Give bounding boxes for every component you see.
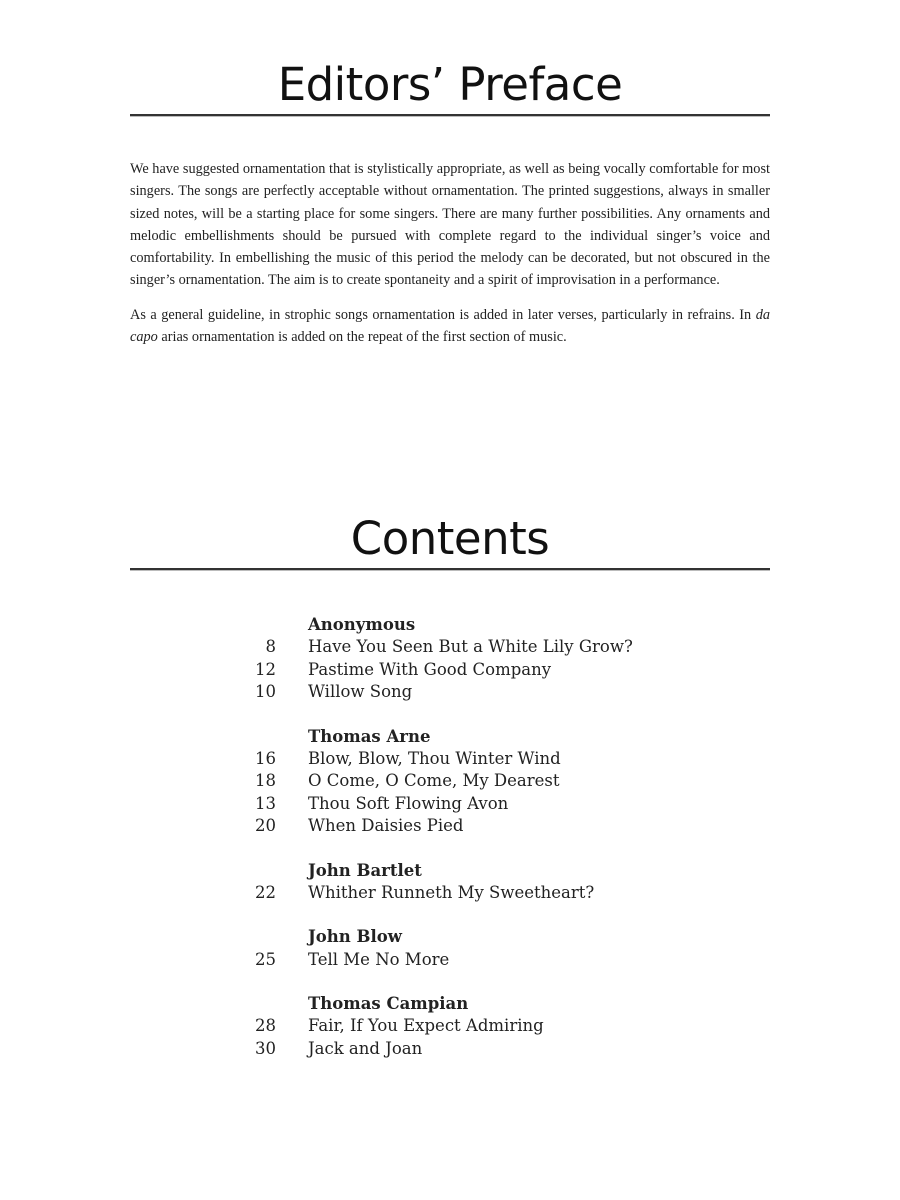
entry-title: Tell Me No More: [308, 949, 450, 969]
entry-title: Blow, Blow, Thou Winter Wind: [308, 748, 561, 768]
contents-entry[interactable]: [240, 636, 760, 658]
entry-page-number: 20: [255, 816, 276, 836]
entry-page-number: 12: [255, 659, 276, 679]
composer-name: Thomas Campian: [308, 994, 469, 1014]
preface-paragraph-2-italic: da capo: [130, 306, 770, 346]
entry-page-number: 25: [255, 949, 276, 969]
contents-entry[interactable]: [240, 1015, 760, 1037]
entry-page-number: 10: [255, 682, 276, 702]
entry-title: Jack and Joan: [308, 1038, 423, 1058]
contents-entry[interactable]: [240, 659, 760, 681]
entry-title: Pastime With Good Company: [308, 659, 552, 679]
entry-page-number: 30: [255, 1038, 276, 1058]
composer-name: Thomas Arne: [308, 726, 431, 746]
preface-body: [130, 158, 770, 360]
entry-title: Willow Song: [308, 682, 413, 702]
composer-name: John Bartlet: [308, 860, 422, 880]
contents-list: [240, 614, 760, 1082]
entry-title: Whither Runneth My Sweetheart?: [308, 882, 595, 902]
preface-heading: Editors’ Preface: [277, 58, 623, 111]
entry-page-number: 13: [255, 793, 276, 813]
entry-page-number: 8: [265, 637, 276, 657]
contents-entry[interactable]: [240, 681, 760, 703]
contents-entry[interactable]: [240, 1038, 760, 1060]
entry-title: When Daisies Pied: [308, 816, 464, 836]
entry-title: Fair, If You Expect Admiring: [308, 1016, 544, 1036]
composer-group: [240, 860, 760, 905]
contents-entry[interactable]: [240, 793, 760, 815]
preface-paragraph-2: [130, 304, 770, 349]
contents-entry[interactable]: [240, 748, 760, 770]
contents-entry[interactable]: [240, 770, 760, 792]
composer-group: [240, 993, 760, 1060]
contents-entry[interactable]: [240, 949, 760, 971]
entry-page-number: 22: [255, 882, 276, 902]
entry-page-number: 28: [255, 1016, 276, 1036]
contents-entry[interactable]: [240, 882, 760, 904]
entry-title: Thou Soft Flowing Avon: [308, 793, 509, 813]
composer-group: [240, 726, 760, 838]
contents-heading-rule: [130, 568, 770, 571]
entry-page-number: 16: [255, 748, 276, 768]
composer-name: Anonymous: [308, 615, 416, 634]
preface-paragraph-1: We have suggested ornamentation that is stylistically appropriate, as well as being vocally comfortable for most singers. The songs are perfectly acceptable without ornamentation. The printed suggestions, always in smaller sized notes, will be a starting place for some singers. There are many further possibilities. Any ornaments and melodic embellishments should be pursued with complete regard to the individual singer’s voice and comfortability. In embellishing the music of this period the melody can be decorated, but not obscured in the singer’s ornamentation. The aim is to create spontaneity and a spirit of improvisation in a performance.: [130, 161, 770, 289]
entry-title: Have You Seen But a White Lily Grow?: [308, 637, 633, 657]
contents-heading: Contents: [350, 512, 550, 565]
preface-heading-rule: [130, 114, 770, 117]
composer-name: John Blow: [308, 927, 402, 947]
composer-group: [240, 614, 760, 704]
preface-paragraph-2-text-end: arias ornamentation is added on the repeat of the first section of music.: [157, 329, 567, 346]
preface-paragraph-2-text-start: As a general guideline, in strophic songs ornamentation is added in later verses, particularly in refrains. In: [130, 306, 756, 323]
entry-page-number: 18: [255, 771, 276, 791]
composer-group: [240, 926, 760, 971]
entry-title: O Come, O Come, My Dearest: [308, 771, 560, 791]
contents-entry[interactable]: [240, 815, 760, 837]
